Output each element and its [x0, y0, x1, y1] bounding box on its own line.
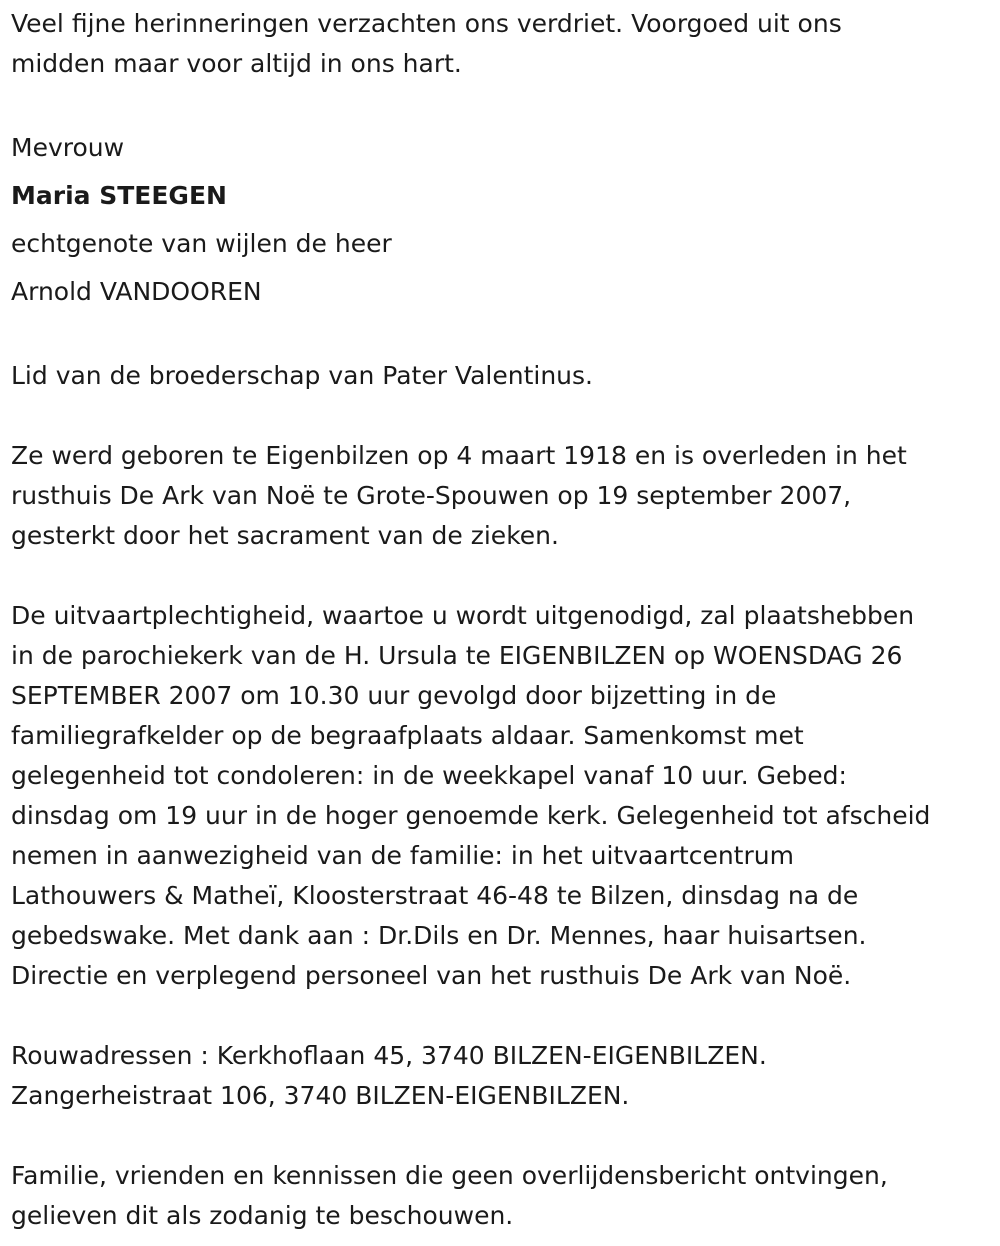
membership-paragraph	[11, 356, 991, 396]
intro-paragraph	[11, 4, 991, 84]
text-line: midden maar voor altijd in ons hart.	[11, 49, 462, 78]
text-line: rusthuis De Ark van Noë te Grote-Spouwen op 19 september 2007,	[11, 481, 852, 510]
paragraph-gap	[11, 84, 991, 124]
text-line: gelegenheid tot condoleren: in de weekkapel vanaf 10 uur. Gebed:	[11, 761, 847, 790]
funeral-paragraph	[11, 596, 991, 996]
birth-death-paragraph	[11, 436, 991, 556]
text-line: De uitvaartplechtigheid, waartoe u wordt uitgenodigd, zal plaatshebben	[11, 601, 915, 630]
paragraph-gap	[11, 396, 991, 436]
paragraph-gap	[11, 556, 991, 596]
paragraph-gap	[11, 996, 991, 1036]
text-line: Lid van de broederschap van Pater Valentinus.	[11, 361, 593, 390]
text-line: Ze werd geboren te Eigenbilzen op 4 maart 1918 en is overleden in het	[11, 441, 907, 470]
addresses-paragraph	[11, 1036, 991, 1116]
text-line: Lathouwers & Matheï, Kloosterstraat 46-48 te Bilzen, dinsdag na de	[11, 881, 859, 910]
closing-paragraph	[11, 1156, 991, 1236]
text-line: Familie, vrienden en kennissen die geen overlijdensbericht ontvingen,	[11, 1161, 888, 1190]
spouse-name: Arnold VANDOOREN	[11, 277, 262, 306]
text-line: nemen in aanwezigheid van de familie: in het uitvaartcentrum	[11, 841, 794, 870]
text-line: Veel fijne herinneringen verzachten ons verdriet. Voorgoed uit ons	[11, 9, 842, 38]
text-line: Directie en verplegend personeel van het rusthuis De Ark van Noë.	[11, 961, 852, 990]
text-line: dinsdag om 19 uur in de hoger genoemde kerk. Gelegenheid tot afscheid	[11, 801, 931, 830]
name-block	[11, 124, 991, 316]
obituary-document	[11, 4, 991, 1236]
text-line: gebedswake. Met dank aan : Dr.Dils en Dr. Mennes, haar huisartsen.	[11, 921, 867, 950]
honorific: Mevrouw	[11, 133, 125, 162]
text-line: Rouwadressen : Kerkhoflaan 45, 3740 BILZEN-EIGENBILZEN.	[11, 1041, 767, 1070]
text-line: gelieven dit als zodanig te beschouwen.	[11, 1201, 514, 1230]
text-line: SEPTEMBER 2007 om 10.30 uur gevolgd door bijzetting in de	[11, 681, 777, 710]
spouse-prefix: echtgenote van wijlen de heer	[11, 229, 392, 258]
text-line: familiegrafkelder op de begraafplaats aldaar. Samenkomst met	[11, 721, 804, 750]
text-line: in de parochiekerk van de H. Ursula te EIGENBILZEN op WOENSDAG 26	[11, 641, 903, 670]
text-line: Zangerheistraat 106, 3740 BILZEN-EIGENBILZEN.	[11, 1081, 630, 1110]
paragraph-gap	[11, 316, 991, 356]
text-line: gesterkt door het sacrament van de zieken.	[11, 521, 559, 550]
paragraph-gap	[11, 1116, 991, 1156]
deceased-name: Maria STEEGEN	[11, 181, 227, 210]
